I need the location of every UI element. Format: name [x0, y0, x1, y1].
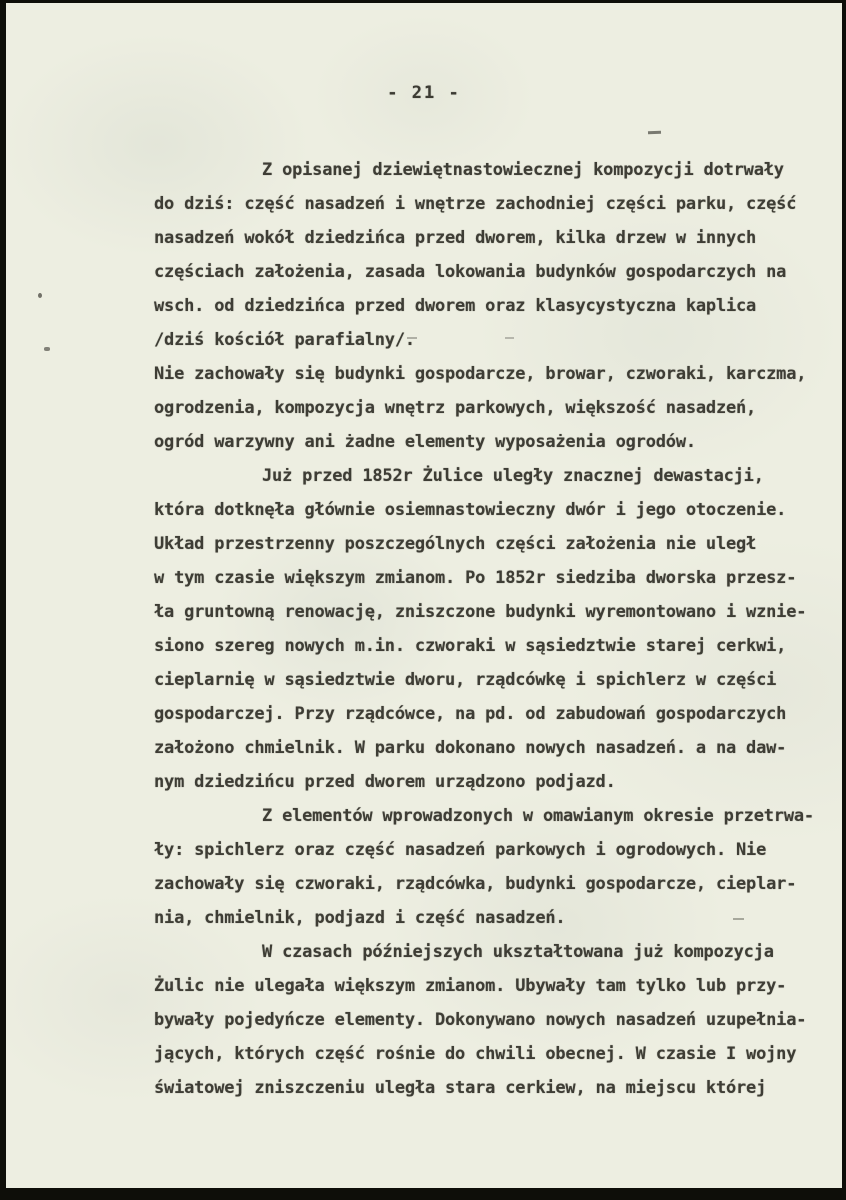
ink-speck [648, 131, 661, 134]
text-line: Z opisanej dziewiętnastowiecznej kompozycji dotrwały [262, 160, 784, 180]
text-line: Już przed 1852r Żulice uległy znacznej dewastacji, [262, 466, 764, 486]
text-line: cieplarnię w sąsiedztwie dworu, rządcówkę i spichlerz w części [154, 670, 777, 690]
text-line: Żulic nie ulegała większym zmianom. Ubywały tam tylko lub przy- [154, 976, 787, 996]
paper-sheet [6, 3, 842, 1188]
page-number: - 21 - [387, 83, 461, 103]
ink-speck [38, 293, 42, 298]
ink-speck [44, 347, 50, 351]
text-line: nym dziedzińcu przed dworem urządzono podjazd. [154, 772, 616, 792]
text-line: nia, chmielnik, podjazd i część nasadzeń. [154, 908, 566, 928]
text-line: założono chmielnik. W parku dokonano nowych nasadzeń. a na daw- [154, 738, 787, 758]
text-line: bywały pojedyńcze elementy. Dokonywano nowych nasadzeń uzupełnia- [154, 1010, 807, 1030]
text-line: /dziś kościół parafialny/. [154, 330, 415, 350]
text-line: Układ przestrzenny poszczególnych części założenia nie uległ [154, 534, 757, 554]
text-line: jących, których część rośnie do chwili obecnej. W czasie I wojny [154, 1044, 797, 1064]
ink-speck [733, 918, 744, 920]
text-line: która dotknęła głównie osiemnastowieczny dwór i jego otoczenie. [154, 500, 787, 520]
text-line: gospodarczej. Przy rządcówce, na pd. od zabudowań gospodarczych [154, 704, 787, 724]
text-line: Nie zachowały się budynki gospodarcze, browar, czworaki, karczma, [154, 364, 807, 384]
text-line: w tym czasie większym zmianom. Po 1852r siedziba dworska przesz- [154, 568, 797, 588]
document-body [154, 153, 838, 1105]
text-line: częściach założenia, zasada lokowania budynków gospodarczych na [154, 262, 787, 282]
text-line: nasadzeń wokół dziedzińca przed dworem, kilka drzew w innych [154, 228, 757, 248]
text-line: wsch. od dziedzińca przed dworem oraz klasycystyczna kaplica [154, 296, 757, 316]
text-line: zachowały się czworaki, rządcówka, budynki gospodarcze, cieplar- [154, 874, 797, 894]
ink-speck [505, 337, 514, 339]
text-line: ogród warzywny ani żadne elementy wyposażenia ogrodów. [154, 432, 696, 452]
text-line: światowej zniszczeniu uległa stara cerkiew, na miejscu której [154, 1078, 767, 1098]
text-line: Z elementów wprowadzonych w omawianym okresie przetrwa- [262, 806, 814, 826]
text-line: do dziś: część nasadzeń i wnętrze zachodniej części parku, część [154, 194, 797, 214]
text-line: W czasach późniejszych ukształtowana już kompozycja [262, 942, 774, 962]
text-line: siono szereg nowych m.in. czworaki w sąsiedztwie starej cerkwi, [154, 636, 787, 656]
text-line: ła gruntowną renowację, zniszczone budynki wyremontowano i wznie- [154, 602, 807, 622]
text-line: ogrodzenia, kompozycja wnętrz parkowych, większość nasadzeń, [154, 398, 757, 418]
text-line: ły: spichlerz oraz część nasadzeń parkowych i ogrodowych. Nie [154, 840, 767, 860]
ink-speck [407, 337, 417, 339]
